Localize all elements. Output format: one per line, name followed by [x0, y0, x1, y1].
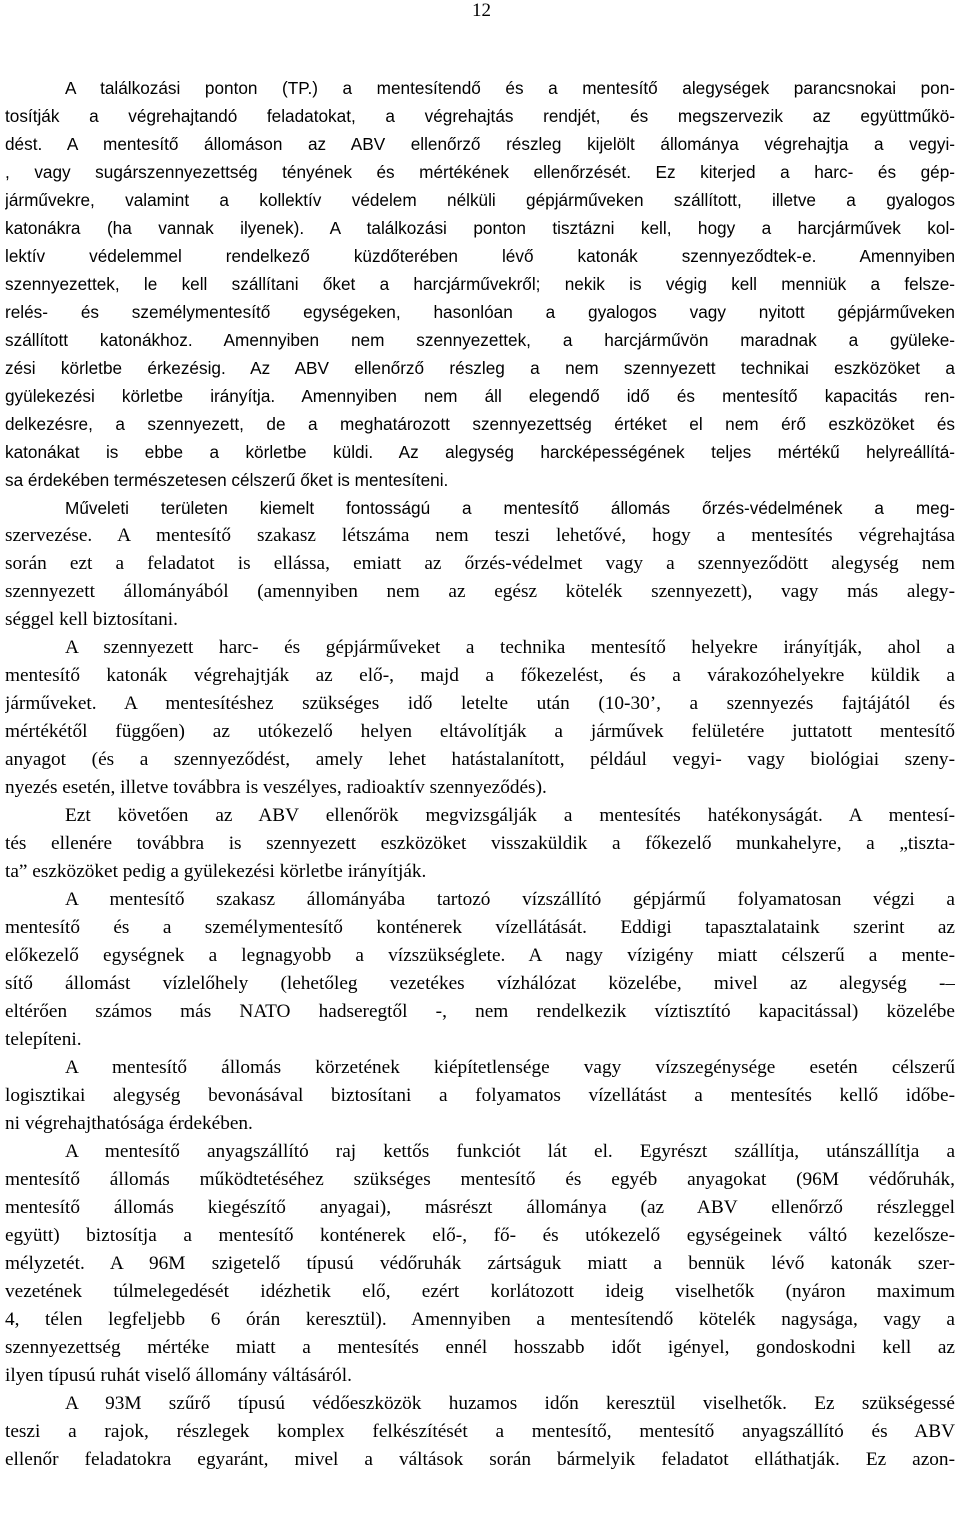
text-line: séggel kell biztosítani. [5, 609, 178, 630]
text-line: Műveleti területen kiemelt fontosságú a mentesítő állomás őrzés-védelmének a meg- [65, 498, 955, 518]
text-line: sítő állomást vízlelőhely (lehetőleg vezetékes vízhálózat közelébe, mivel az alegység -– [5, 973, 955, 994]
text-line: mélyzetét. A 96M szigetelő típusú védőruhák zártságuk miatt a bennük lévő katonák szer- [5, 1253, 955, 1274]
text-line: mentesítő és a személymentesítő konténerek vízellátását. Eddigi tapasztalataink szerint az [5, 917, 955, 938]
text-line: logisztikai alegység bevonásával biztosítani a folyamatos vízellátást a mentesítés kellő időbe- [5, 1085, 955, 1106]
text-line: teszi a rajok, részlegek komplex felkészítését a mentesítő, mentesítő anyagszállító és ABV [5, 1421, 955, 1442]
text-line: mértékétől függően) az utókezelő helyen eltávolítják a járművek felületére juttatott mentesítő [5, 721, 955, 742]
text-line: eltérően számos más NATO hadseregtől -, nem rendelkezik víztisztító kapacitással) közelébe [5, 1001, 955, 1022]
text-line: sa érdekében természetesen célszerű őket is mentesíteni. [5, 470, 449, 490]
text-line: előkezelő egységnek a legnagyobb a vízszükséglete. A nagy vízigény miatt célszerű a mente- [5, 945, 955, 966]
text-line: ellenőr feladatokra egyaránt, mivel a váltások során bármelyik feladatot elláthatják. Ez azon- [5, 1449, 955, 1470]
text-line: nyezés esetén, illetve továbbra is veszélyes, radioaktív szennyeződés). [5, 777, 547, 798]
page-number: 12 [472, 0, 491, 21]
text-line: relés- és személymentesítő egységeken, hasonlóan a gyalogos vagy nyitott gépjárműveken [5, 302, 955, 322]
text-line: katonákat is ebbe a körletbe küldi. Az alegység harcképességének teljes mértékű helyreállítá- [5, 442, 955, 462]
text-line: ni végrehajthatósága érdekében. [5, 1113, 253, 1134]
text-line: lektív védelemmel rendelkező küzdőterében lévő katonák szennyeződtek-e. Amennyiben [5, 246, 955, 266]
text-line: katonákra (ha vannak ilyenek). A találkozási ponton tisztázni kell, hogy a harcjárművek kol- [5, 218, 955, 238]
text-line: delkezésre, a szennyezett, de a meghatározott szennyezettség értéket el nem érő eszközöket és [5, 414, 955, 434]
text-line: ta” eszközöket pedig a gyülekezési körletbe irányítják. [5, 861, 427, 882]
text-line: során ezt a feladatot is ellássa, emiatt az őrzés-védelmet vagy a szennyeződött alegység nem [5, 553, 955, 574]
text-line: tosítják a végrehajtandó feladatokat, a végrehajtás rendjét, és megszervezik az együttműkö- [5, 106, 955, 126]
text-line: dést. A mentesítő állomáson az ABV ellenőrző részleg kijelölt állománya végrehajtja a vegyi- [5, 134, 955, 154]
text-line: , vagy sugárszennyezettség tényének és mértékének ellenőrzését. Ez kiterjed a harc- és gép- [5, 162, 955, 182]
text-line: szennyezettség mértéke miatt a mentesítés ennél hosszabb időt igényel, gondoskodni kell az [5, 1337, 955, 1358]
text-line: járművekre, valamint a kollektív védelem nélküli gépjárműveken szállított, illetve a gyalogos [5, 190, 955, 210]
text-line: szervezése. A mentesítő szakasz létszáma nem teszi lehetővé, hogy a mentesítés végrehajtása [5, 525, 955, 546]
text-line: tés ellenére továbbra is szennyezett eszközöket visszaküldik a főkezelő munkahelyre, a „tiszta- [5, 833, 955, 854]
text-line: szállított katonákhoz. Amennyiben nem szennyezettek, a harcjárművön maradnak a gyüleke- [5, 330, 955, 350]
text-line: szennyezett állományából (amennyiben nem az egész kötelék szennyezett), vagy más alegy- [5, 581, 955, 602]
text-line: A találkozási ponton (TP.) a mentesítendő és a mentesítő alegységek parancsnokai pon- [65, 78, 955, 98]
text-line: gyülekezési körletbe irányítja. Amennyiben nem áll elegendő idő és mentesítő kapacitás ren- [5, 386, 955, 406]
text-line: Ezt követően az ABV ellenőrök megvizsgálják a mentesítés hatékonyságát. A mentesí- [65, 805, 955, 826]
text-line: mentesítő állomás kiegészítő anyagai), másrészt állománya (az ABV ellenőrző részleggel [5, 1197, 955, 1218]
text-line: A szennyezett harc- és gépjárműveket a technika mentesítő helyekre irányítják, ahol a [65, 637, 955, 658]
text-line: A 93M szűrő típusú védőeszközök huzamos időn keresztül viselhetők. Ez szükségessé [65, 1393, 955, 1414]
text-line: A mentesítő szakasz állományába tartozó vízszállító gépjármű folyamatosan végzi a [65, 889, 955, 910]
text-line: együtt) biztosítja a mentesítő konténerek elő-, fő- és utókezelő egységeinek váltó kezelősze- [5, 1225, 955, 1246]
text-line: járműveket. A mentesítéshez szükséges idő letelte után (10-30’, a szennyezés fajtájától és [5, 693, 955, 714]
text-line: 4, télen legfeljebb 6 órán keresztül). Amennyiben a mentesítendő kötelék nagysága, vagy a [5, 1309, 955, 1330]
text-line: ilyen típusú ruhát viselő állomány váltásáról. [5, 1365, 352, 1386]
text-line: mentesítő állomás működtetéséhez szükséges mentesítő és egyéb anyagokat (96M védőruhák, [5, 1169, 955, 1190]
text-line: telepíteni. [5, 1029, 82, 1050]
text-line: mentesítő katonák végrehajtják az elő-, majd a főkezelést, és a várakozóhelyekre küldik a [5, 665, 955, 686]
document-body [5, 74, 955, 1474]
text-line: szennyezettek, le kell szállítani őket a harcjárművekről; nekik is végig kell menniük a felsze- [5, 274, 955, 294]
text-line: zési körletbe érkezésig. Az ABV ellenőrző részleg a nem szennyezett technikai eszközöket a [5, 358, 955, 378]
text-line: A mentesítő anyagszállító raj kettős funkciót lát el. Egyrészt szállítja, utánszállítja a [65, 1141, 955, 1162]
text-line: A mentesítő állomás körzetének kiépítetlensége vagy vízszegénysége esetén célszerű [65, 1057, 955, 1078]
text-line: anyagot (és a szennyeződést, amely lehet hatástalanított, például vegyi- vagy biológiai szeny- [5, 749, 955, 770]
text-line: vezetének túlmelegedését idézhetik elő, ezért korlátozott ideig viselhetők (nyáron maximum [5, 1281, 955, 1302]
